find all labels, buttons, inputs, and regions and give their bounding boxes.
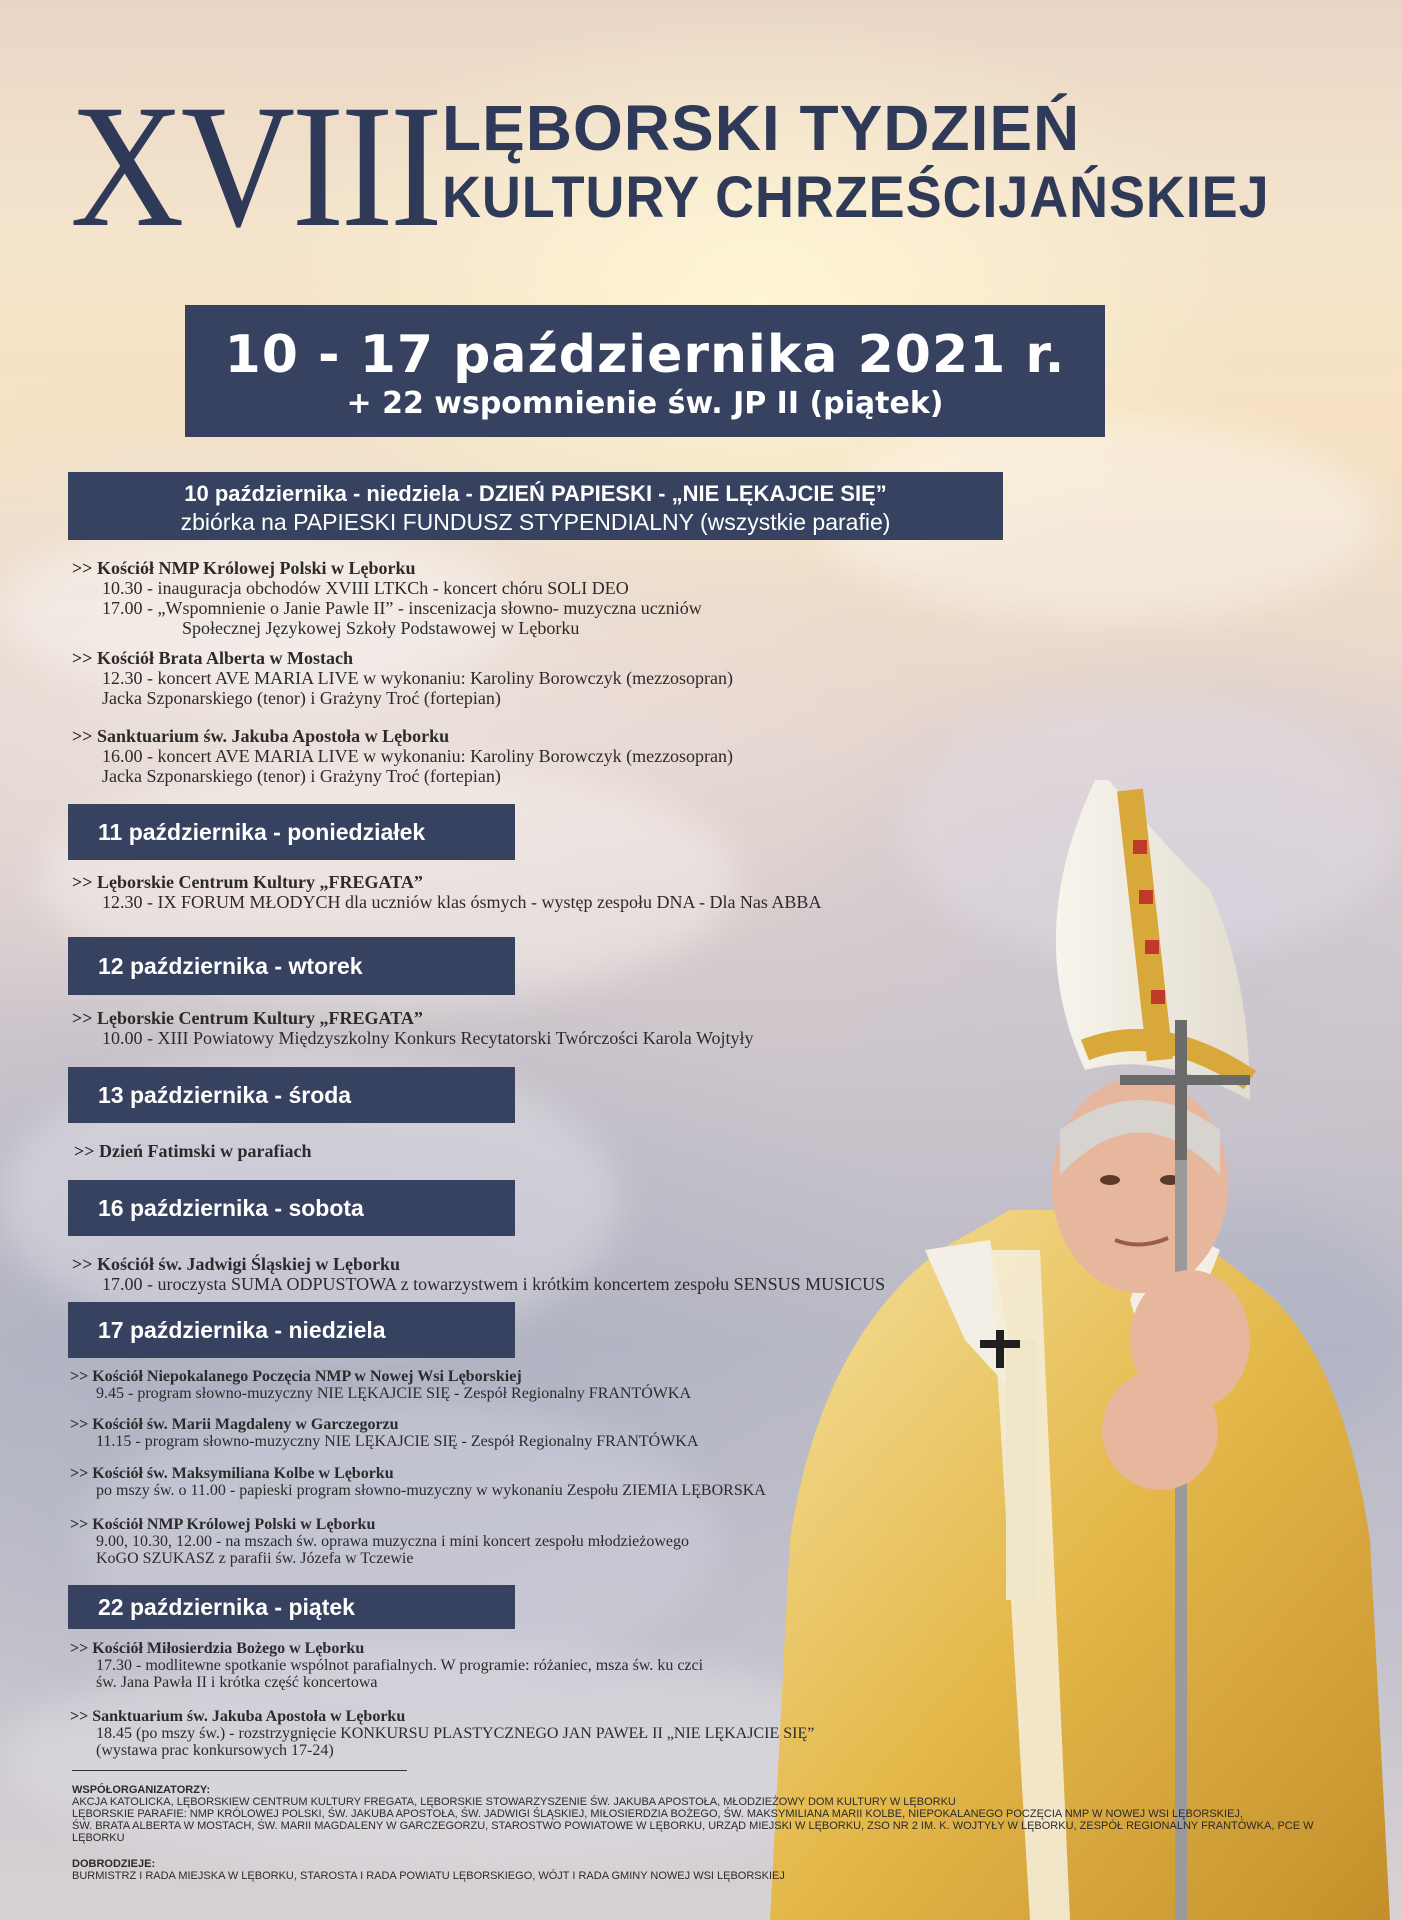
day-header-12 xyxy=(68,937,515,995)
coorganizers-heading: WSPÓŁORGANIZATORZY: xyxy=(72,1784,211,1796)
event-line: 11.15 - program słowno-muzyczny NIE LĘKAJCIE SIĘ - Zespół Regionalny FRANTÓWKA xyxy=(96,1433,699,1450)
event-line: po mszy św. o 11.00 - papieski program słowno-muzyczny w wykonaniu Zespołu ZIEMIA LĘBORSKA xyxy=(96,1482,766,1499)
day-header-11 xyxy=(68,804,515,860)
day-header-13 xyxy=(68,1067,515,1123)
event-group xyxy=(70,1368,691,1402)
day-title: 17 października - niedziela xyxy=(98,1316,386,1343)
event-group xyxy=(72,558,702,638)
event-venue: >> Kościół NMP Królowej Polski w Lęborku xyxy=(72,558,416,578)
day-header-16 xyxy=(68,1180,515,1236)
event-line: 16.00 - koncert AVE MARIA LIVE w wykonaniu: Karoliny Borowczyk (mezzosopran) xyxy=(102,746,734,766)
event-venue: >> Kościół św. Maksymiliana Kolbe w Lęborku xyxy=(70,1465,394,1482)
event-line: KoGO SZUKASZ z parafii św. Józefa w Tczewie xyxy=(96,1550,414,1567)
event-group xyxy=(72,1254,885,1294)
title-line-2: KULTURY CHRZEŚCIJAŃSKIEJ xyxy=(442,165,1270,230)
donors-line: BURMISTRZ I RADA MIEJSKA W LĘBORKU, STAROSTA I RADA POWIATU LĘBORSKIEGO, WÓJT I RADA GMINY NOWEJ WSI LĘBORSKIEJ xyxy=(72,1870,785,1882)
event-line: (wystawa prac konkursowych 17-24) xyxy=(96,1742,334,1759)
event-venue: >> Kościół Brata Alberta w Mostach xyxy=(72,648,353,668)
event-venue: >> Sanktuarium św. Jakuba Apostoła w Lęborku xyxy=(70,1708,406,1725)
event-line: 17.00 - „Wspomnienie o Janie Pawle II” - inscenizacja słowno- muzyczna uczniów xyxy=(102,598,702,618)
day-header-17 xyxy=(68,1302,515,1358)
date-range: 10 - 17 października 2021 r. xyxy=(224,325,1066,385)
event-group xyxy=(70,1640,703,1691)
day-header-22 xyxy=(68,1585,515,1629)
event-group xyxy=(72,648,733,708)
day-title: 13 października - środa xyxy=(98,1081,352,1108)
event-venue: >> Kościół św. Jadwigi Śląskiej w Lęborku xyxy=(72,1254,401,1274)
coorganizers-line: AKCJA KATOLICKA, LĘBORSKIEW CENTRUM KULTURY FREGATA, LĘBORSKIE STOWARZYSZENIE ŚW. JAKUBA APOSTOŁA, MŁODZIEŻOWY DOM KULTURY W LĘBORKU xyxy=(72,1796,956,1808)
event-group xyxy=(70,1416,698,1450)
event-group xyxy=(74,1141,312,1161)
day-subtitle: zbiórka na PAPIESKI FUNDUSZ STYPENDIALNY (wszystkie parafie) xyxy=(180,509,891,535)
day-title: 10 października - niedziela - DZIEŃ PAPIESKI - „NIE LĘKAJCIE SIĘ” xyxy=(184,481,887,506)
poster-header xyxy=(70,69,1370,264)
day-header-10 xyxy=(68,472,1003,540)
donors-heading: DOBRODZIEJE: xyxy=(72,1858,156,1870)
coorganizers-line: ŚW. BRATA ALBERTA W MOSTACH, ŚW. MARII MAGDALENY W GARCZEGORZU, STAROSTWO POWIATOWE W LĘBORKU, URZĄD MIEJSKI W LĘBORKU, ZSO NR 2 IM. K. WOJTYŁY W LĘBORKU, ZESPÓŁ REGIONALNY FRANTÓWKA, PCE W LĘBORKU xyxy=(72,1820,1314,1844)
date-banner xyxy=(185,305,1105,437)
coorganizers-line: LĘBORSKIE PARAFIE: NMP KRÓLOWEJ POLSKI, ŚW. JAKUBA APOSTOŁA, ŚW. JADWIGI ŚLĄSKIEJ, MIŁOSIERDZIA BOŻEGO, ŚW. MAKSYMILIANA MARII KOLBE, NIEPOKALANEGO POCZĘCIA NMP W NOWEJ WSI LĘBORSKIEJ, xyxy=(72,1808,1243,1820)
event-venue: >> Kościół św. Marii Magdaleny w Garczegorzu xyxy=(70,1416,399,1433)
event-group xyxy=(70,1465,766,1499)
event-venue: >> Sanktuarium św. Jakuba Apostoła w Lęborku xyxy=(72,726,450,746)
event-line: 12.30 - koncert AVE MARIA LIVE w wykonaniu: Karoliny Borowczyk (mezzosopran) xyxy=(102,668,734,688)
event-line: 17.30 - modlitewne spotkanie wspólnot parafialnych. W programie: różaniec, msza św. ku czci xyxy=(96,1657,704,1674)
event-line: 10.30 - inauguracja obchodów XVIII LTKCh - koncert chóru SOLI DEO xyxy=(102,578,629,598)
event-line: 12.30 - IX FORUM MŁODYCH dla uczniów klas ósmych - występ zespołu DNA - Dla Nas ABBA xyxy=(102,892,822,912)
day-title: 22 października - piątek xyxy=(98,1593,355,1620)
day-title: 12 października - wtorek xyxy=(98,952,363,979)
event-venue: >> Kościół Niepokalanego Poczęcia NMP w Nowej Wsi Lęborskiej xyxy=(70,1368,522,1385)
event-line: 18.45 (po mszy św.) - rozstrzygnięcie KONKURSU PLASTYCZNEGO JAN PAWEŁ II „NIE LĘKAJCIE SIĘ” xyxy=(96,1725,815,1742)
event-group xyxy=(70,1516,689,1567)
event-line: 9.00, 10.30, 12.00 - na mszach św. oprawa muzyczna i mini koncert zespołu młodzieżowego xyxy=(96,1533,690,1550)
date-extra: + 22 wspomnienie św. JP II (piątek) xyxy=(346,386,944,421)
event-line: 17.00 - uroczysta SUMA ODPUSTOWA z towarzystwem i krótkim koncertem zespołu SENSUS MUSICUS xyxy=(102,1274,886,1294)
title-line-1: LĘBORSKI TYDZIEŃ xyxy=(442,92,1081,164)
day-title: 11 października - poniedziałek xyxy=(98,818,426,845)
event-venue: >> Lęborskie Centrum Kultury „FREGATA” xyxy=(72,1008,423,1028)
event-group xyxy=(72,872,821,912)
event-line: 9.45 - program słowno-muzyczny NIE LĘKAJCIE SIĘ - Zespół Regionalny FRANTÓWKA xyxy=(96,1385,692,1402)
event-line: św. Jana Pawła II i krótka część koncertowa xyxy=(96,1674,378,1691)
divider xyxy=(72,1770,407,1771)
day-title: 16 października - sobota xyxy=(98,1194,364,1221)
event-venue: >> Dzień Fatimski w parafiach xyxy=(74,1141,312,1161)
event-line: Jacka Szponarskiego (tenor) i Grażyny Troć (fortepian) xyxy=(102,688,501,708)
event-group xyxy=(70,1708,814,1759)
sponsors-section xyxy=(72,1778,1352,1882)
event-line: Społecznej Językowej Szkoły Podstawowej w Lęborku xyxy=(182,618,580,638)
event-line: 10.00 - XIII Powiatowy Międzyszkolny Konkurs Recytatorski Twórczości Karola Wojtyły xyxy=(102,1028,754,1048)
event-line: Jacka Szponarskiego (tenor) i Grażyny Troć (fortepian) xyxy=(102,766,501,786)
event-venue: >> Kościół NMP Królowej Polski w Lęborku xyxy=(70,1516,376,1533)
event-group xyxy=(72,726,733,786)
event-venue: >> Lęborskie Centrum Kultury „FREGATA” xyxy=(72,872,423,892)
event-venue: >> Kościół Miłosierdzia Bożego w Lęborku xyxy=(70,1640,365,1657)
event-group xyxy=(72,1008,754,1048)
edition-number: XVIII xyxy=(70,69,440,264)
